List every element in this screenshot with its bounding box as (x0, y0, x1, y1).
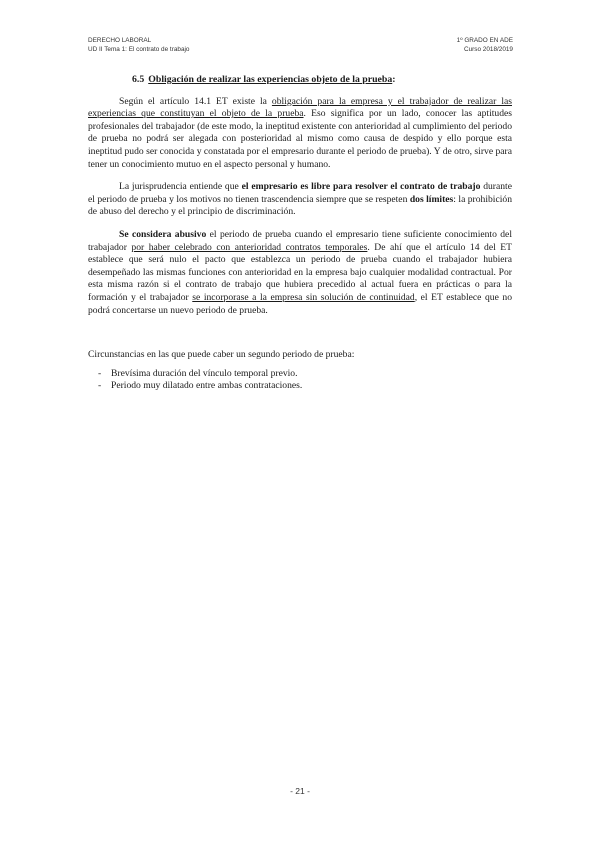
dash-marker: - (98, 367, 102, 379)
dash-marker: - (98, 380, 102, 392)
list-item-text: Periodo muy dilatado entre ambas contrataciones. (111, 380, 303, 392)
unit-title: UD II Tema 1: El contrato de trabajo (88, 46, 190, 53)
paragraph-2 (88, 181, 512, 219)
list-item (88, 368, 512, 381)
p3-text-b: . De ahí que el artículo 14 del ET establece que será nulo el pacto que establezca un periodo de prueba cuando el trabajador hubiera desempeñado las mismas funciones con anterioridad en la empresa bajo cualquier modalidad contractual. Por esta misma razón si el contrato de trabajo que hubiera precedido al actual fuera en prácticas o para la formación y el trabajador (88, 241, 512, 303)
header-right (457, 36, 513, 54)
section-title: Obligación de realizar las experiencias objeto de la prueba (148, 74, 393, 85)
p1-underlined: obligación para la empresa y el trabajador de realizar las experiencias que constituyan el objeto de la prueba (88, 95, 512, 120)
header-left (88, 36, 189, 54)
p2-bold-2: dos límites (409, 193, 454, 205)
p2-bold-1: el empresario es libre para resolver el contrato de trabajo (241, 181, 481, 193)
page-content (88, 74, 512, 393)
p3-underlined-1: por haber celebrado con anterioridad contratos temporales (131, 241, 368, 253)
p3-bold: Se considera abusivo (119, 228, 207, 240)
p1-text-b: . Eso significa por un lado, conocer las aptitudes profesionales del trabajador (de este modo, la ineptitud existente con anterioridad al cumplimiento del periodo de prueba no podrá ser alegada con posterioridad al mismo como causa de despido y ello porque esta ineptitud pudo ser conocida y constatada por el empresario durante el periodo de prueba). Y de otro, sirve para tener un conocimiento mutuo en el aspecto personal y humano. (88, 108, 513, 170)
p1-text-a: Según el artículo 14.1 ET existe la (119, 95, 272, 107)
course-name: DERECHO LABORAL (88, 37, 152, 44)
academic-year: Curso 2018/2019 (463, 46, 513, 53)
p2-text-b: durante el periodo de prueba y los motivos no tienen trascendencia siempre que se respeten (88, 181, 512, 205)
paragraph-3 (88, 229, 512, 317)
list-item (88, 380, 512, 393)
paragraph-1 (88, 96, 512, 172)
p3-text-a: el periodo de prueba cuando el empresario tiene suficiente conocimiento del trabajador (88, 228, 512, 253)
circumstances-list (88, 368, 512, 393)
circumstances-intro: Circunstancias en las que puede caber un segundo periodo de prueba: (88, 349, 355, 361)
p2-text-c: : la prohibición de abuso del derecho y el principio de discriminación. (88, 193, 512, 218)
section-number: 6.5 (132, 74, 145, 85)
section-heading (132, 74, 512, 87)
section-colon: : (392, 74, 396, 85)
p2-text-a: La jurisprudencia entiende que (119, 181, 242, 193)
page-number: - 21 - (290, 786, 310, 796)
p3-underlined-2: se incorporase a la empresa sin solución de continuidad (192, 291, 415, 303)
p3-text-c: , el ET establece que no podrá concertarse un nuevo periodo de prueba. (88, 291, 512, 316)
degree-name: 1º GRADO EN ADE (456, 37, 513, 44)
list-item-text: Brevísima duración del vínculo temporal previo. (111, 367, 298, 379)
